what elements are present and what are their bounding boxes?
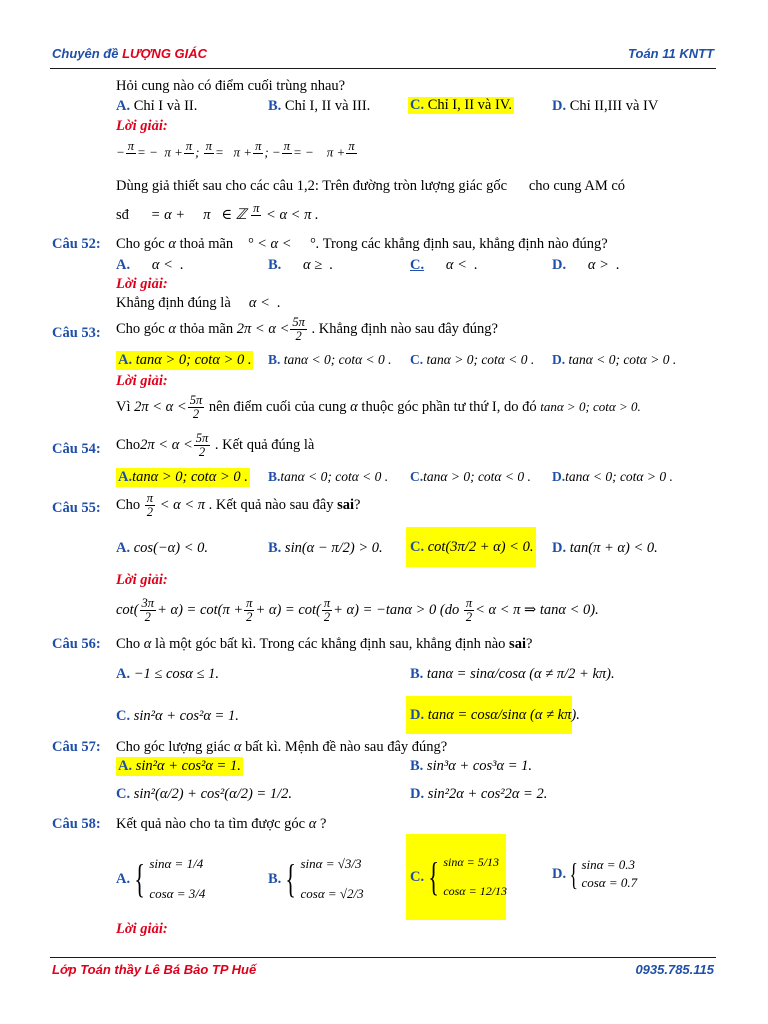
q57-option-c[interactable]: C. sin²(α/2) + cos²(α/2) = 1/2. <box>116 786 292 802</box>
q56-option-b[interactable]: B. tanα = sinα/cosα (α ≠ π/2 + kπ). <box>410 666 615 682</box>
q55-option-b[interactable]: B. sin(α − π/2) > 0. <box>268 540 383 556</box>
prev-solution-label: Lời giải: <box>116 118 168 134</box>
q56-stem: Cho α là một góc bất kì. Trong các khẳng định sau, khẳng định nào sai? <box>116 636 533 652</box>
prev-intro-line-2: sđ = α + π ∈ ℤ π < α < π . <box>116 201 319 223</box>
q54-stem: Cho2π < α < $\frac{5\pi}{2}$ . Kết quả đúng là <box>116 431 315 460</box>
header-topic-name: LƯỢNG GIÁC <box>122 46 208 61</box>
q52-option-c[interactable]: C. α < . <box>410 257 478 273</box>
prev-option-c[interactable]: C. Chỉ I, II và IV. <box>410 97 513 113</box>
prev-option-a[interactable]: A. Chỉ I và II. <box>116 98 198 114</box>
prev-option-d[interactable]: D. Chỉ II,III và IV <box>552 98 659 114</box>
q58-option-b[interactable]: B. { sinα = √3/3 cosα = √2/3 <box>268 856 364 901</box>
q58-number: Câu 58: <box>52 816 101 832</box>
q56-option-a[interactable]: A. −1 ≤ cosα ≤ 1. <box>116 666 219 682</box>
q52-option-a[interactable]: A. α < . <box>116 257 184 273</box>
q53-number: Câu 53: <box>52 325 101 341</box>
footer-rule <box>50 957 716 958</box>
footer-right: 0935.785.115 <box>635 962 714 977</box>
q52-option-d[interactable]: D. α > . <box>552 257 620 273</box>
q57-stem: Cho góc lượng giác α bất kì. Mệnh đề nào sau đây đúng? <box>116 739 448 755</box>
q52-answer: Khẳng định đúng là α < . <box>116 295 281 311</box>
q58-option-b-brace: { <box>285 856 297 901</box>
header-topic <box>52 46 207 61</box>
q55-option-d[interactable]: D. tan(π + α) < 0. <box>552 540 658 556</box>
q55-solution: cot( $\frac{3\pi}{2}$ + α) = cot(π + $\frac{\pi}{2}$ + α) = cot( $\frac{\pi}{2}$ + α) = −tanα > 0 (do $\frac{\pi}{2}$ < α < π ⇒ tanα < 0). <box>116 596 599 625</box>
q56-option-c[interactable]: C. sin²α + cos²α = 1. <box>116 708 239 724</box>
q53-option-a[interactable]: A. tanα > 0; cotα > 0 . <box>118 352 252 368</box>
q55-stem: Cho $\frac{\pi}{2}$ < α < π . Kết quả nào sau đây sai? <box>116 491 361 520</box>
q54-option-d[interactable]: D.tanα < 0; cotα > 0 . <box>552 469 673 484</box>
q53-option-b[interactable]: B. tanα < 0; cotα < 0 . <box>268 352 392 367</box>
prev-intro-line: Dùng giả thiết sau cho các câu 1,2: Trên đường tròn lượng giác gốc cho cung AM có <box>116 178 626 194</box>
q53-option-d[interactable]: D. tanα < 0; cotα > 0 . <box>552 352 677 367</box>
prev-question: Hỏi cung nào có điểm cuối trùng nhau? <box>116 78 346 94</box>
q53-option-c[interactable]: C. tanα > 0; cotα < 0 . <box>410 352 535 367</box>
q58-stem: Kết quả nào cho ta tìm được góc α ? <box>116 816 327 832</box>
q53-stem: Cho góc α thỏa mãn 2π < α < $\frac{5\pi}{2}$ . Khẳng định nào sau đây đúng? <box>116 315 498 344</box>
q57-number: Câu 57: <box>52 739 101 755</box>
header-course: Toán 11 KNTT <box>628 46 714 61</box>
q58-option-c[interactable]: C. { sinα = 5/13 cosα = 12/13 <box>406 834 506 920</box>
header-topic-prefix: Chuyên đề <box>52 46 119 61</box>
q56-option-d[interactable]: D. tanα = cosα/sinα (α ≠ kπ). <box>406 696 572 734</box>
q52-solution-label: Lời giải: <box>116 276 168 292</box>
q58-option-d[interactable]: D. { sinα = 0.3 cosα = 0.7 <box>552 856 638 892</box>
q57-option-a[interactable]: A. sin²α + cos²α = 1. <box>118 758 241 774</box>
q54-option-b[interactable]: B.tanα < 0; cotα < 0 . <box>268 469 389 484</box>
q56-number: Câu 56: <box>52 636 101 652</box>
prev-option-b[interactable]: B. Chỉ I, II và III. <box>268 98 371 114</box>
q58-option-d-brace: { <box>569 856 579 892</box>
q54-option-c[interactable]: C.tanα > 0; cotα < 0 . <box>410 469 531 484</box>
q54-number: Câu 54: <box>52 441 101 457</box>
q53-solution: Vì 2π < α < $\frac{5\pi}{2}$ nên điểm cuối của cung α thuộc góc phần tư thứ I, do đó tanα > 0; cotα > 0. <box>116 393 641 422</box>
prev-solution-formula: − π = − π + π ; π = π + π ; − π = − π + π <box>116 139 355 160</box>
q58-option-c-brace: { <box>428 854 439 899</box>
q54-option-a[interactable]: A.tanα > 0; cotα > 0 . <box>118 469 248 485</box>
q55-number: Câu 55: <box>52 500 101 516</box>
q55-solution-label: Lời giải: <box>116 572 168 588</box>
q58-solution-label: Lời giải: <box>116 921 168 937</box>
q53-solution-label: Lời giải: <box>116 373 168 389</box>
q55-option-c[interactable]: C. cot(3π/2 + α) < 0. <box>406 527 536 567</box>
q58-option-a[interactable]: A. { sinα = 1/4 cosα = 3/4 <box>116 856 206 901</box>
q52-stem: Cho góc α thoả mãn ° < α < °. Trong các khẳng định sau, khẳng định nào đúng? <box>116 236 608 252</box>
q55-option-a[interactable]: A. cos(−α) < 0. <box>116 540 209 556</box>
q57-option-d[interactable]: D. sin²2α + cos²2α = 2. <box>410 786 548 802</box>
q52-option-b[interactable]: B. α ≥ . <box>268 257 334 273</box>
footer-left: Lớp Toán thầy Lê Bá Bảo TP Huế <box>52 962 257 977</box>
q52-number: Câu 52: <box>52 236 101 252</box>
header-rule <box>50 68 716 69</box>
q57-option-b[interactable]: B. sin³α + cos³α = 1. <box>410 758 533 774</box>
q58-option-a-brace: { <box>134 856 145 901</box>
